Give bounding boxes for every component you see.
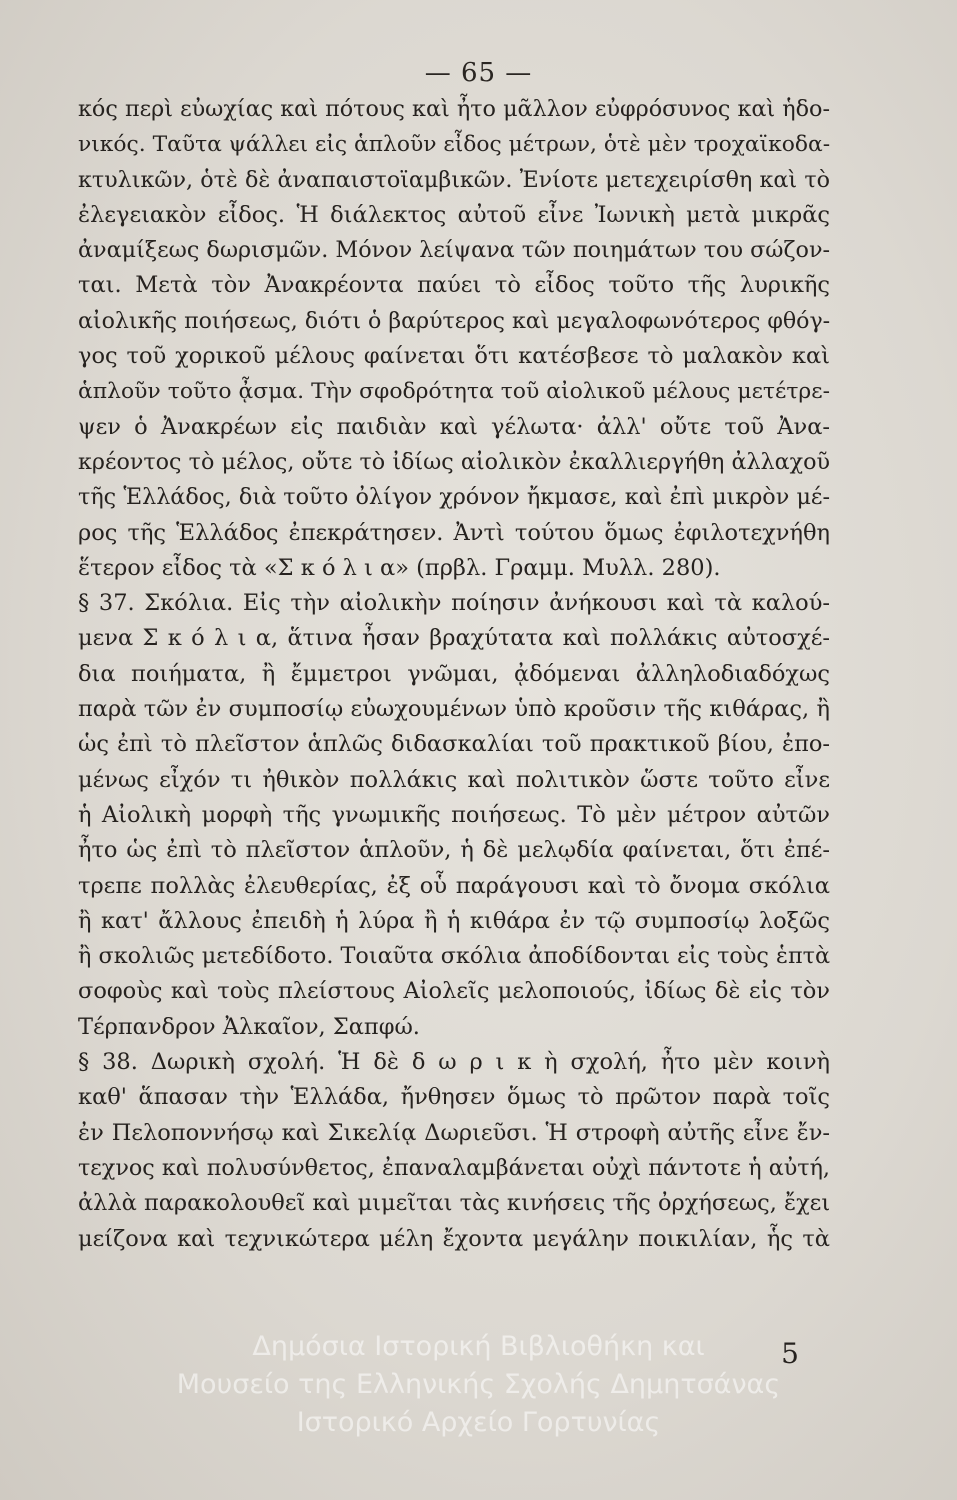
text-line-5: ἀναμίξεως δωρισμῶν. Μόνον λείψανα τῶν ποιημάτων του σώζον- [78,237,831,264]
text-line-16: μενα Σ κ ό λ ι α, ἅτινα ἦσαν βραχύτατα καὶ πολλάκις αὐτοσχέ- [78,625,830,652]
text-line-18: παρὰ τῶν ἐν συμποσίῳ εὐωχουμένων ὑπὸ κροῦσιν τῆς κιθάρας, ἢ [78,696,830,723]
text-line-11: κρέοντος τὸ μέλος, οὔτε τὸ ἰδίως αἰολικὸν ἐκαλλιεργήθη ἀλλαχοῦ [78,448,830,475]
text-line-14: ἕτερον εἶδος τὰ «Σ κ ό λ ι α» (πρβλ. Γραμμ. Μυλλ. 280). [78,554,721,581]
text-line-6: ται. Μετὰ τὸν Ἀνακρέοντα παύει τὸ εἶδος τοῦτο τῆς λυρικῆς [78,272,830,299]
text-line-3: κτυλικῶν, ὁτὲ δὲ ἀναπαιστοϊαμβικῶν. Ἐνίοτε μετεχειρίσθη καὶ τὸ [78,166,830,193]
section-38-heading-line: § 38. Δωρικὴ σχολή. Ἡ δὲ δ ω ρ ι κ ὴ σχολή, ἦτο μὲν κοινὴ [78,1049,830,1076]
text-line-22: ἦτο ὡς ἐπὶ τὸ πλεῖστον ἁπλοῦν, ἡ δὲ μελῳδία φαίνεται, ὅτι ἐπέ- [78,837,830,864]
body-text [78,92,830,1257]
watermark-line-1: Δημόσια Ιστορική Βιβλιοθήκη και [252,1331,705,1362]
text-line-12: τῆς Ἑλλάδος, διὰ τοῦτο ὀλίγον χρόνον ἤκμασε, καὶ ἐπὶ μικρὸν μέ- [78,484,830,511]
text-line-29: καθ' ἅπασαν τὴν Ἑλλάδα, ἤνθησεν ὅμως τὸ πρῶτον παρὰ τοῖς [78,1084,830,1111]
page-number: — 65 — [424,58,533,88]
watermark-line-2: Μουσείο της Ελληνικής Σχολής Δημητσάνας [176,1369,781,1400]
text-line-33: μείζονα καὶ τεχνικώτερα μέλη ἔχοντα μεγάλην ποικιλίαν, ἧς τὰ [78,1225,830,1252]
text-line-24: ἢ κατ' ἄλλους ἐπειδὴ ἡ λύρα ἢ ἡ κιθάρα ἐν τῷ συμποσίῳ λοξῶς [78,907,830,934]
text-line-10: ψεν ὁ Ἀνακρέων εἰς παιδιὰν καὶ γέλωτα· ἀλλ' οὔτε τοῦ Ἀνα- [78,413,830,440]
signature-mark: 5 [781,1337,799,1370]
text-line-17: δια ποιήματα, ἢ ἔμμετροι γνῶμαι, ᾀδόμεναι ἀλληλοδιαδόχως [78,660,830,687]
text-line-9: ἁπλοῦν τοῦτο ᾆσμα. Τὴν σφοδρότητα τοῦ αἰολικοῦ μέλους μετέτρε- [78,379,830,405]
text-line-2: νικός. Ταῦτα ψάλλει εἰς ἁπλοῦν εἶδος μέτρων, ὁτὲ μὲν τροχαϊκοδα- [78,132,831,158]
watermark-line-3: Ιστορικό Αρχείο Γορτυνίας [296,1407,661,1438]
text-line-25: ἢ σκολιῶς μετεδίδοτο. Τοιαῦτα σκόλια ἀποδίδονται εἰς τοὺς ἑπτὰ [78,943,830,970]
text-line-27: Τέρπανδρον Ἀλκαῖον, Σαπφώ. [78,1013,420,1040]
text-line-20: μένως εἶχόν τι ἠθικὸν πολλάκις καὶ πολιτικὸν ὥστε τοῦτο εἶνε [78,766,830,793]
text-line-1: κός περὶ εὐωχίας καὶ πότους καὶ ἦτο μᾶλλον εὐφρόσυνος καὶ ἡδο- [78,96,830,122]
text-line-4: ἐλεγειακὸν εἶδος. Ἡ διάλεκτος αὐτοῦ εἶνε Ἰωνικὴ μετὰ μικρᾶς [78,201,830,228]
section-37-heading-line: § 37. Σκόλια. Εἰς τὴν αἰολικὴν ποίησιν ἀνήκουσι καὶ τὰ καλού- [78,590,830,617]
text-line-30: ἐν Πελοποννήσῳ καὶ Σικελίᾳ Δωριεῦσι. Ἡ στροφὴ αὐτῆς εἶνε ἔν- [78,1119,830,1146]
text-line-21: ἡ Αἰολικὴ μορφὴ τῆς γνωμικῆς ποιήσεως. Τὸ μὲν μέτρον αὐτῶν [78,801,830,828]
text-line-8: γος τοῦ χορικοῦ μέλους φαίνεται ὅτι κατέσβεσε τὸ μαλακὸν καὶ [78,343,830,370]
text-line-26: σοφοὺς καὶ τοὺς πλείστους Αἰολεῖς μελοποιούς, ἰδίως δὲ εἰς τὸν [78,978,830,1005]
text-line-13: ρος τῆς Ἑλλάδος ἐπεκράτησεν. Ἀντὶ τούτου ὅμως ἐφιλοτεχνήθη [78,519,830,546]
text-line-7: αἰολικῆς ποιήσεως, διότι ὁ βαρύτερος καὶ μεγαλοφωνότερος φθόγ- [78,307,831,334]
text-line-23: τρεπε πολλὰς ἐλευθερίας, ἐξ οὗ παράγουσι καὶ τὸ ὄνομα σκόλια [78,872,830,899]
text-line-32: ἀλλὰ παρακολουθεῖ καὶ μιμεῖται τὰς κινήσεις τῆς ὀρχήσεως, ἔχει [78,1190,831,1217]
text-line-31: τεχνος καὶ πολυσύνθετος, ἐπαναλαμβάνεται οὐχὶ πάντοτε ἡ αὐτή, [78,1154,830,1181]
text-line-19: ὡς ἐπὶ τὸ πλεῖστον ἁπλῶς διδασκαλίαι τοῦ πρακτικοῦ βίου, ἐπο- [78,731,830,758]
